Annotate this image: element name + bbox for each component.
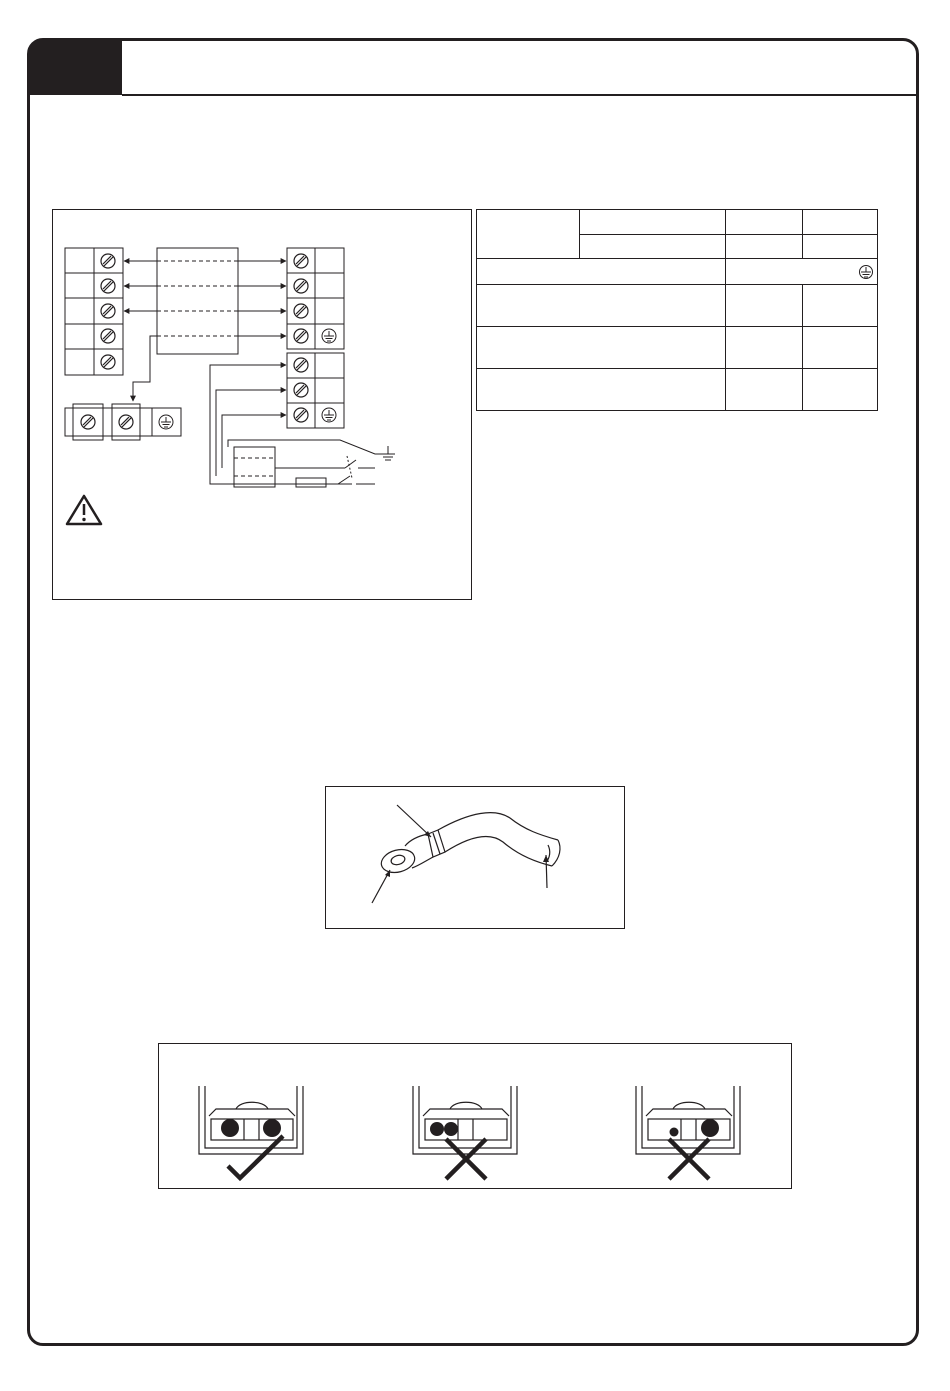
table-cell bbox=[726, 285, 803, 327]
wiring-spec-table bbox=[476, 209, 878, 411]
header-rule bbox=[122, 94, 918, 96]
table-cell bbox=[580, 210, 726, 235]
table-cell bbox=[477, 210, 580, 259]
table-cell bbox=[726, 369, 803, 411]
ring-terminal-figure bbox=[325, 786, 625, 929]
table-cell bbox=[477, 285, 726, 327]
table-cell bbox=[477, 369, 726, 411]
table-cell bbox=[726, 327, 803, 369]
table-cell bbox=[726, 210, 803, 235]
table-cell bbox=[803, 210, 878, 235]
table-cell bbox=[477, 327, 726, 369]
table-cell bbox=[726, 235, 803, 259]
table-cell bbox=[580, 235, 726, 259]
connection-examples-box bbox=[158, 1043, 792, 1189]
wiring-diagram-box bbox=[52, 209, 472, 600]
ground-symbol-icon bbox=[858, 264, 874, 280]
table-cell bbox=[477, 259, 726, 285]
table-cell bbox=[803, 327, 878, 369]
table-cell bbox=[803, 369, 878, 411]
table-cell bbox=[803, 285, 878, 327]
table-cell bbox=[726, 259, 878, 285]
section-tab bbox=[28, 39, 122, 95]
table-cell bbox=[803, 235, 878, 259]
